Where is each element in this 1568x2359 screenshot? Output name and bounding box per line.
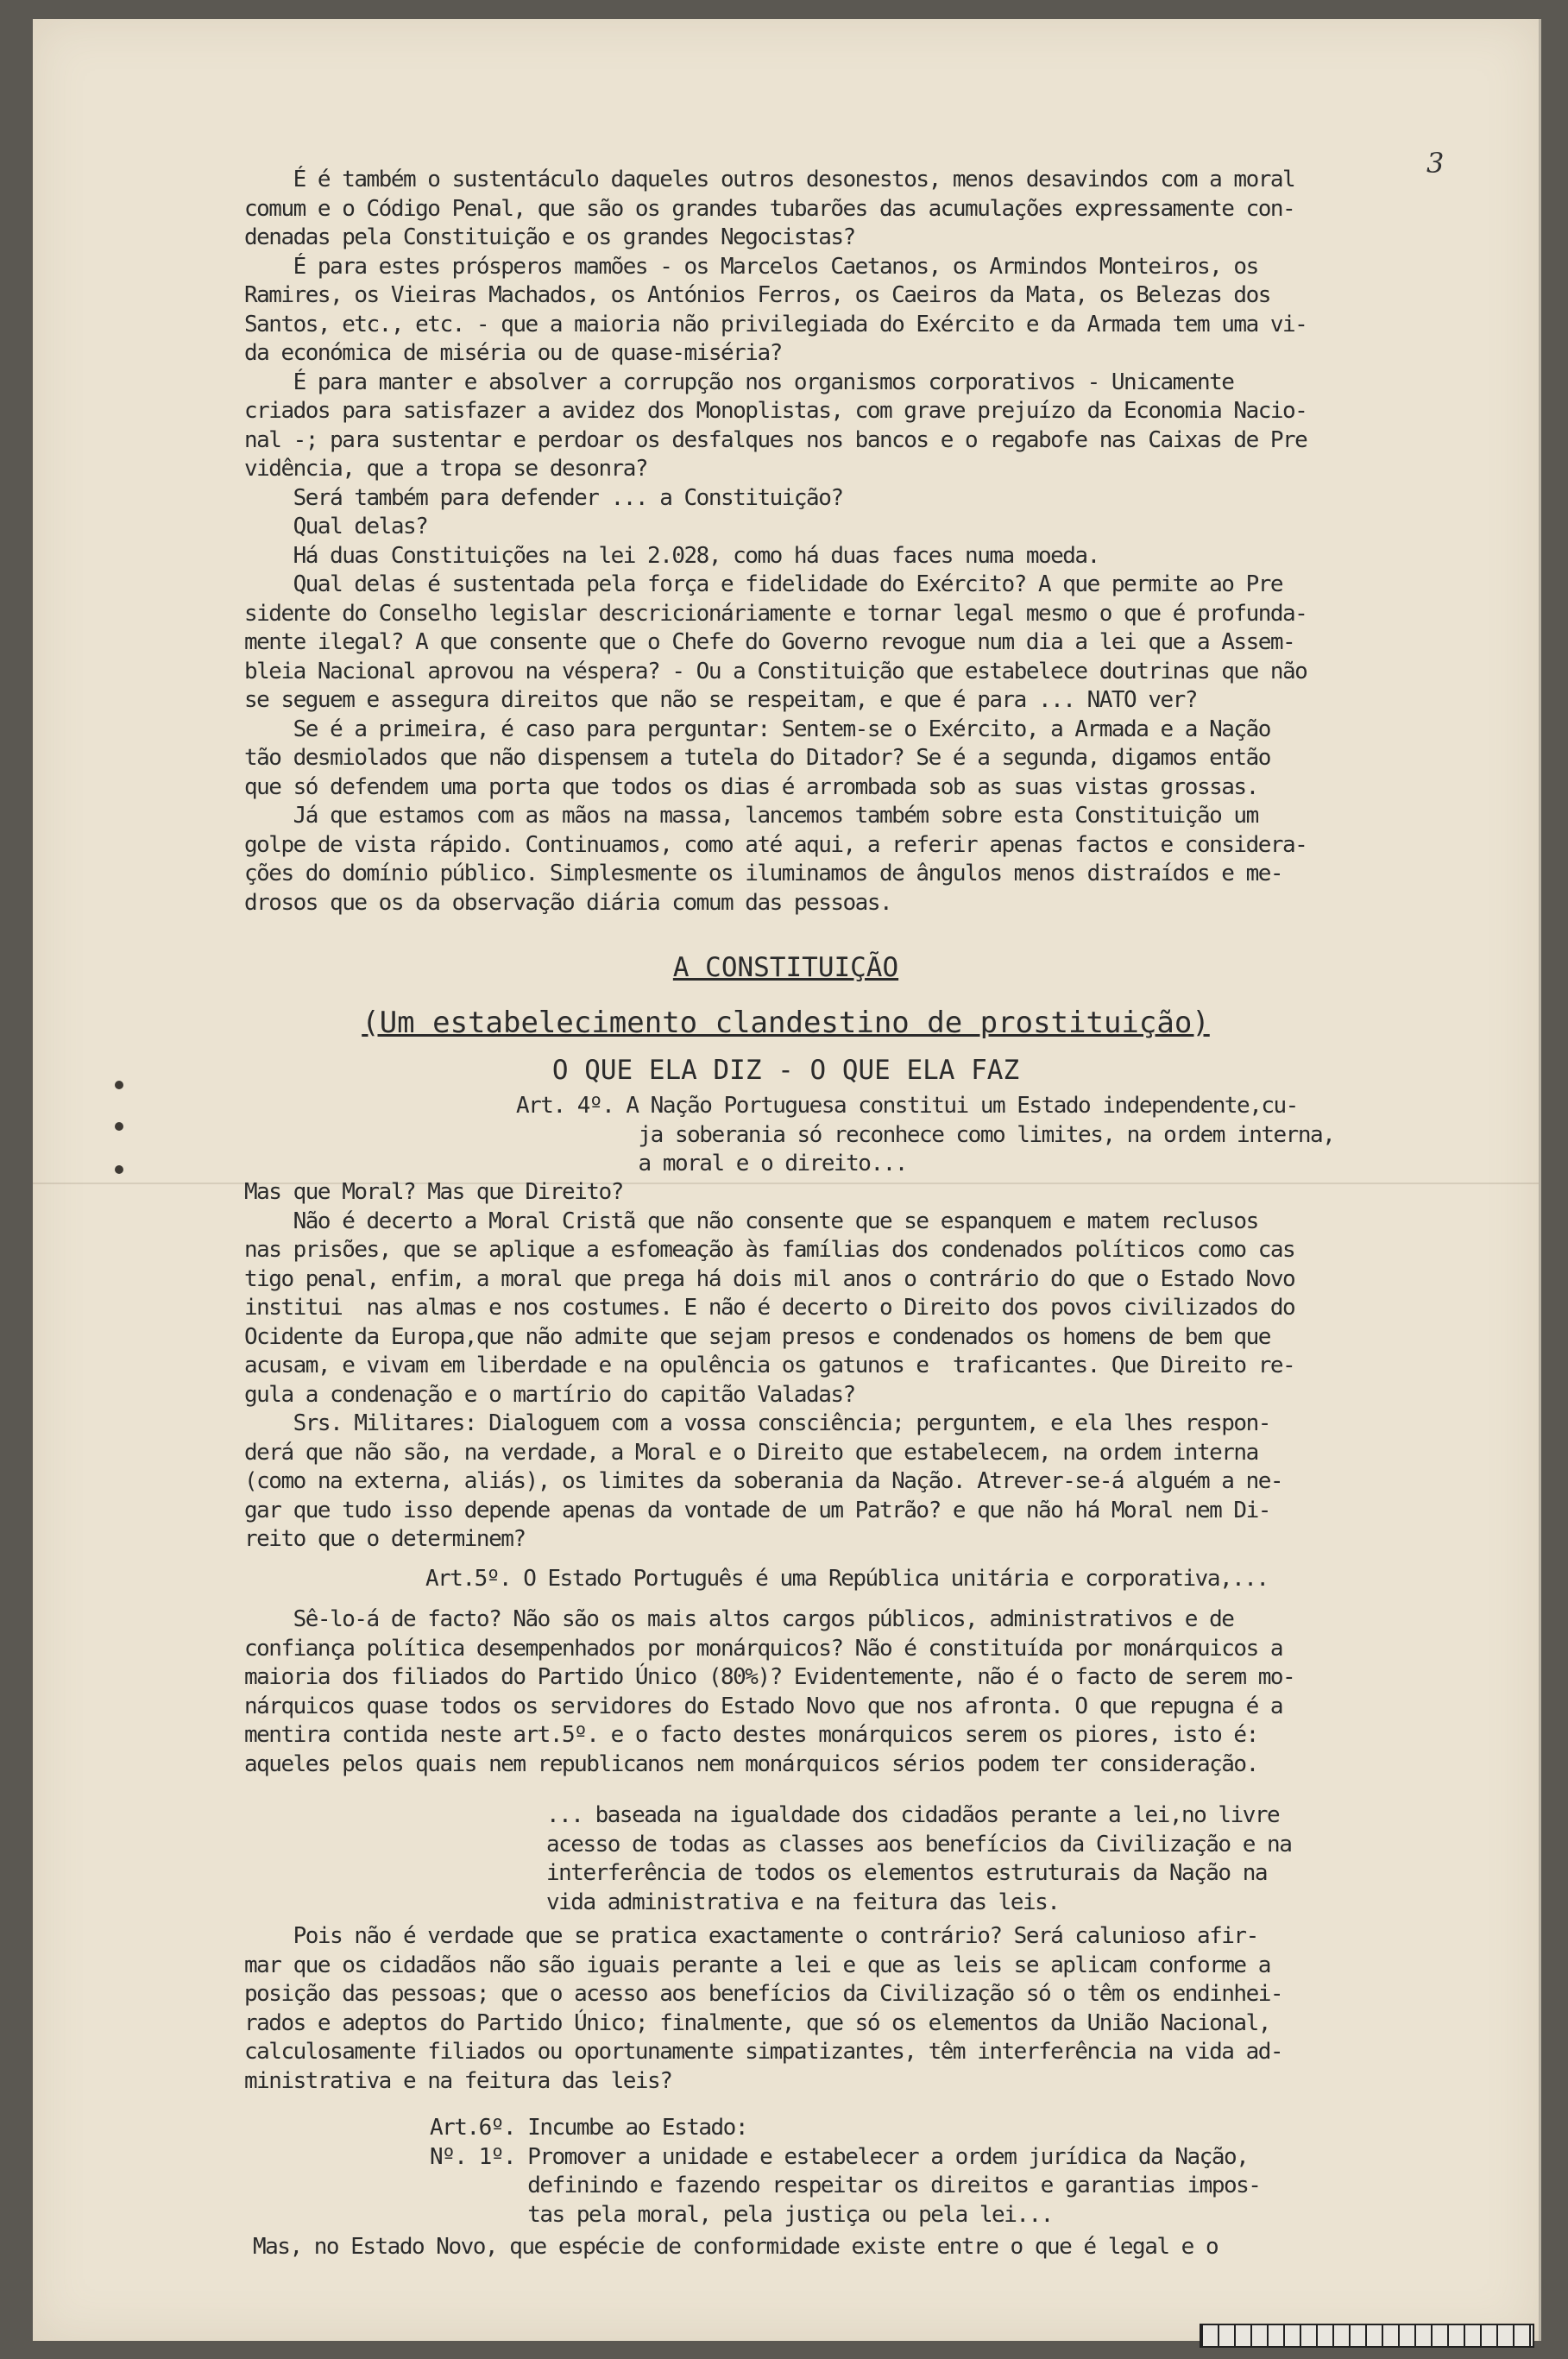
article-4-commentary-line: Não é decerto a Moral Cristã que não consente que se espanquem e matem reclusos	[244, 1208, 1258, 1234]
intro-line: vidência, que a tropa se desonra?	[244, 456, 648, 482]
article-4-line: a moral e o direito...	[516, 1151, 907, 1176]
intro-line: Há duas Constituições na lei 2.028, como há duas faces numa moeda.	[244, 542, 1099, 569]
intro-line: É para estes prósperos mamões - os Marcelos Caetanos, os Armindos Monteiros, os	[244, 253, 1258, 280]
article-5-commentary-line: nárquicos quase todos os servidores do Estado Novo que nos afronta. O que repugna é a	[244, 1693, 1283, 1719]
intro-line: É para manter e absolver a corrupção nos organismos corporativos - Unicamente	[244, 369, 1234, 395]
document-title: A CONSTITUIÇÃO	[672, 952, 899, 983]
article-4-commentary-line: acusam, e vivam em liberdade e na opulência os gatunos e traficantes. Que Direito re-	[244, 1353, 1295, 1378]
intro-line: mente ilegal? A que consente que o Chefe do Governo revogue num dia a lei que a Assem-	[244, 629, 1295, 655]
article-4-commentary-line: (como na externa, aliás), os limites da soberania da Nação. Atrever-se-á alguém a ne-	[244, 1468, 1283, 1494]
section-heading: O QUE ELA DIZ - O QUE ELA FAZ	[551, 1055, 1020, 1086]
intro-line: comum e o Código Penal, que são os grandes tubarões das acumulações expressamente con-	[244, 195, 1295, 222]
closing-line: Mas, no Estado Novo, que espécie de conformidade existe entre o que é legal e o	[253, 2234, 1219, 2260]
article-5-quote-commentary-line: calculosamente filiados ou oportunamente simpatizantes, têm interferência na vida ad-	[244, 2039, 1283, 2065]
intro-line: se seguem e assegura direitos que não se respeitam, e que é para ... NATO ver?	[244, 687, 1197, 713]
article-5-commentary-line: mentira contida neste art.5º. e o facto destes monárquicos serem os piores, isto é:	[244, 1722, 1258, 1748]
article-5-commentary-line: aqueles pelos quais nem republicanos nem monárquicos sérios podem ter consideração.	[244, 1750, 1258, 1777]
punch-hole-mark	[115, 1122, 123, 1131]
article-4-commentary-line: derá que não são, na verdade, a Moral e o Direito que estabelecem, na ordem interna	[244, 1439, 1258, 1466]
intro-line: denadas pela Constituição e os grandes Negocistas?	[244, 224, 855, 250]
page-number: 3	[1426, 147, 1445, 180]
intro-line: criados para satisfazer a avidez dos Monoplistas, com grave prejuízo da Economia Nacio-	[244, 398, 1307, 424]
article-6-line: Art.6º. Incumbe ao Estado:	[430, 2115, 747, 2141]
document-subtitle: (Um estabelecimento clandestino de prostituição)	[362, 1006, 1210, 1040]
article-4-commentary-line: gar que tudo isso depende apenas da vontade de um Patrão? e que não há Moral nem Di-	[244, 1497, 1270, 1523]
article-5-quote-line: vida administrativa e na feitura das leis.	[546, 1889, 1060, 1915]
article-5-commentary-line: confiança política desempenhados por monárquicos? Não é constituída por monárquicos a	[244, 1635, 1283, 1662]
article-4-line: ja soberania só reconhece como limites, na ordem interna,	[516, 1121, 1335, 1148]
intro-line: Ramires, os Vieiras Machados, os Antónios Ferros, os Caeiros da Mata, os Belezas dos	[244, 282, 1270, 308]
intro-line: Será também para defender ... a Constituição?	[244, 484, 843, 511]
intro-line: É é também o sustentáculo daqueles outros desonestos, menos desavindos com a moral	[244, 167, 1295, 192]
article-4-commentary-line: Ocidente da Europa,que não admite que sejam presos e condenados os homens de bem que	[244, 1323, 1270, 1350]
article-4-commentary-line: Srs. Militares: Dialoguem com a vossa consciência; perguntem, e ela lhes respon-	[244, 1410, 1270, 1436]
intro-line: tão desmiolados que não dispensem a tutela do Ditador? Se é a segunda, digamos então	[244, 745, 1270, 771]
article-5-quote-commentary-line: ministrativa e na feitura das leis?	[244, 2067, 672, 2094]
article-5-quote	[546, 1801, 1478, 1917]
article-4-commentary-line: reito que o determinem?	[244, 1526, 526, 1552]
article-4-commentary-line: Mas que Moral? Mas que Direito?	[244, 1179, 623, 1205]
article-4-commentary	[244, 1178, 1470, 1555]
article-4-commentary-line: institui nas almas e nos costumes. E não é decerto o Direito dos povos civilizados do	[244, 1295, 1295, 1321]
intro-line: drosos que os da observação diária comum das pessoas.	[244, 889, 892, 916]
intro-line: Qual delas é sustentada pela força e fidelidade do Exército? A que permite ao Pre	[244, 571, 1283, 597]
article-5-commentary	[244, 1605, 1470, 1779]
intro-line: Santos, etc., etc. - que a maioria não privilegiada do Exército e da Armada tem uma vi-	[244, 311, 1307, 337]
article-5-quote-commentary-line: posição das pessoas; que o acesso aos benefícios da Civilização só o têm os endinhei-	[244, 1981, 1283, 2007]
article-4-text	[516, 1092, 1465, 1179]
intro-line: ções do domínio público. Simplesmente os iluminamos de ângulos menos distraídos e me-	[244, 861, 1283, 886]
intro-line: sidente do Conselho legislar descricionáriamente e tornar legal mesmo o que é profunda-	[244, 600, 1307, 627]
article-5-quote-commentary-line: rados e adeptos do Partido Único; finalmente, que só os elementos da União Nacional,	[244, 2009, 1270, 2036]
document-page	[33, 19, 1541, 2341]
article-6-text	[430, 2114, 1465, 2230]
scale-ruler	[1200, 2324, 1534, 2348]
article-4-line: Art. 4º. A Nação Portuguesa constitui um Estado independente,cu-	[516, 1093, 1298, 1119]
article-4-commentary-line: tigo penal, enfim, a moral que prega há dois mil anos o contrário do que o Estado Novo	[244, 1265, 1295, 1292]
intro-line: bleia Nacional aprovou na véspera? - Ou a Constituição que estabelece doutrinas que não	[244, 658, 1307, 684]
article-6-line: tas pela moral, pela justiça ou pela lei...	[430, 2201, 1053, 2228]
intro-line: Já que estamos com as mãos na massa, lancemos também sobre esta Constituição um	[244, 803, 1258, 829]
intro-line: da económica de miséria ou de quase-miséria?	[244, 340, 782, 366]
article-5-commentary-line: maioria dos filiados do Partido Único (80%)? Evidentemente, não é o facto de serem mo-	[244, 1664, 1295, 1690]
intro-line: Qual delas?	[244, 514, 428, 539]
article-5-quote-line: interferência de todos os elementos estruturais da Nação na	[546, 1860, 1268, 1886]
article-5-text: Art.5º. O Estado Português é uma República unitária e corporativa,...	[425, 1566, 1269, 1592]
intro-line: que só defendem uma porta que todos os dias é arrombada sob as suas vistas grossas.	[244, 773, 1258, 800]
article-5-quote-line: ... baseada na igualdade dos cidadãos perante a lei,no livre	[546, 1802, 1280, 1828]
article-6-line: definindo e fazendo respeitar os direitos e garantias impos-	[430, 2173, 1261, 2198]
article-5-quote-commentary-line: mar que os cidadãos não são iguais perante a lei e que as leis se aplicam conforme a	[244, 1952, 1270, 1978]
intro-line: Se é a primeira, é caso para perguntar: Sentem-se o Exército, a Armada e a Nação	[244, 716, 1270, 742]
intro-paragraphs	[244, 166, 1470, 918]
article-5-quote-line: acesso de todas as classes aos benefícios da Civilização e na	[546, 1831, 1292, 1858]
article-5-quote-commentary-line: Pois não é verdade que se pratica exactamente o contrário? Será calunioso afir-	[244, 1923, 1258, 1949]
article-5-quote-commentary	[244, 1922, 1470, 2096]
punch-hole-mark	[115, 1165, 123, 1174]
intro-line: nal -; para sustentar e perdoar os desfalques nos bancos e o regabofe nas Caixas de Pre	[244, 426, 1307, 453]
intro-line: golpe de vista rápido. Continuamos, como até aqui, a referir apenas factos e considera-	[244, 831, 1307, 858]
article-4-commentary-line: nas prisões, que se aplique a esfomeação às famílias dos condenados políticos como cas	[244, 1237, 1295, 1263]
article-5-commentary-line: Sê-lo-á de facto? Não são os mais altos cargos públicos, administrativos e de	[244, 1606, 1234, 1632]
article-4-commentary-line: gula a condenação e o martírio do capitão Valadas?	[244, 1381, 855, 1408]
article-6-line: Nº. 1º. Promover a unidade e estabelecer a ordem jurídica da Nação,	[430, 2143, 1249, 2170]
